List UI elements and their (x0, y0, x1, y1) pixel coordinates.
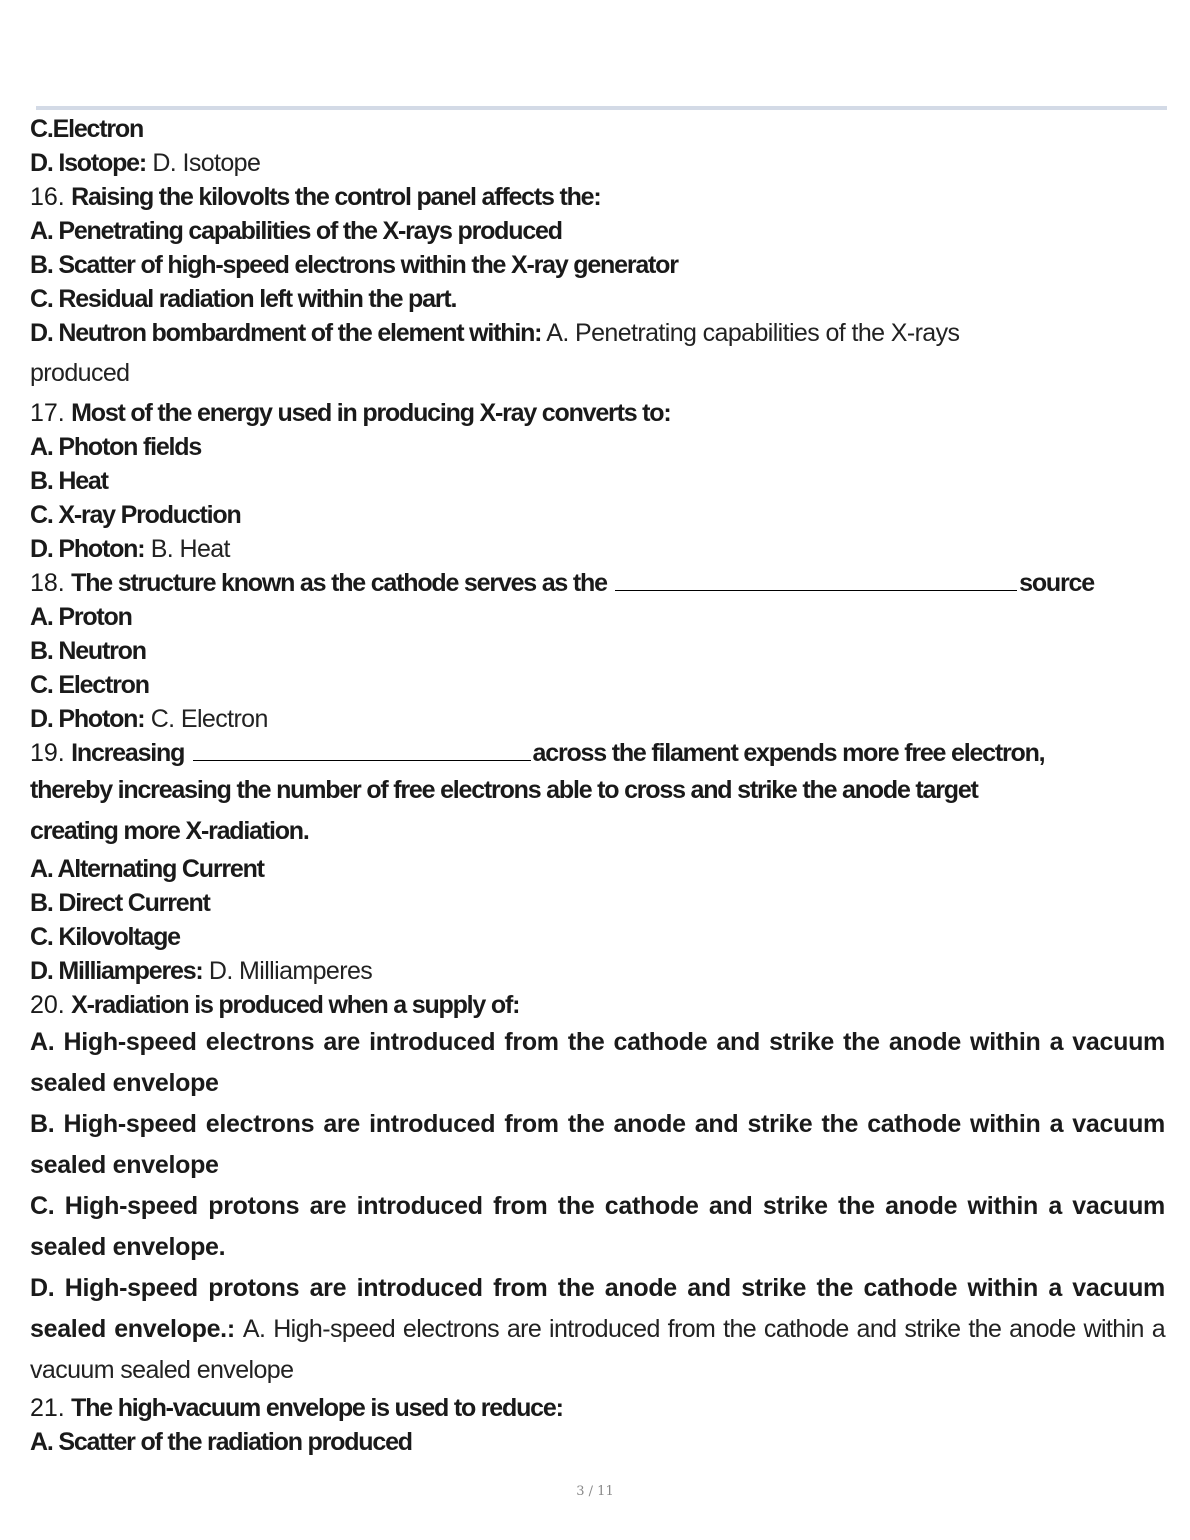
question-20-option-c: C. High-speed protons are introduced from the cathode and strike the anode within a vacuum sealed envelope. (30, 1192, 1165, 1261)
question-21-option-a: A. Scatter of the radiation produced (30, 1428, 412, 1456)
question-16-answer-cont: produced (30, 359, 130, 387)
page-number: 3 / 11 (576, 1484, 614, 1499)
document-body (30, 112, 1165, 1459)
question-20-option-a: A. High-speed electrons are introduced from the cathode and strike the anode within a vacuum sealed envelope (30, 1028, 1165, 1097)
question-19-option-c: C. Kilovoltage (30, 923, 180, 951)
question-18-stem: 18. The structure known as the cathode serves as the source (30, 569, 1094, 597)
question-18-option-b: B. Neutron (30, 637, 146, 665)
question-17-option-c: C. X-ray Production (30, 501, 241, 529)
question-16-stem: 16. Raising the kilovolts the control panel affects the: (30, 183, 601, 211)
question-18-option-c: C. Electron (30, 671, 149, 699)
question-16-option-b: B. Scatter of high-speed electrons within the X-ray generator (30, 251, 678, 279)
question-20-option-d: D. High-speed protons are introduced from the anode and strike the cathode within a vacuum sealed envelope.: A. High-speed electrons are introduced from the cathode and strike the anode within a vacuum sealed envelope (30, 1274, 1165, 1384)
question-16-option-d: D. Neutron bombardment of the element within: A. Penetrating capabilities of the X-rays (30, 319, 960, 347)
question-20-stem: 20. X-radiation is produced when a supply of: (30, 991, 520, 1019)
top-divider (36, 106, 1167, 110)
question-19-option-b: B. Direct Current (30, 889, 210, 917)
question-19-stem: 19. Increasing across the filament expends more free electron, (30, 739, 1045, 767)
question-17-option-b: B. Heat (30, 467, 108, 495)
question-16-option-c: C. Residual radiation left within the part. (30, 285, 457, 313)
fill-in-blank (193, 738, 531, 761)
question-17-option-d: D. Photon: B. Heat (30, 535, 230, 563)
question-18-option-d: D. Photon: C. Electron (30, 705, 268, 733)
fill-in-blank (615, 568, 1017, 591)
question-18-option-a: A. Proton (30, 603, 132, 631)
question-16-option-a: A. Penetrating capabilities of the X-rays produced (30, 217, 562, 245)
question-19-option-d: D. Milliamperes: D. Milliamperes (30, 957, 373, 985)
question-17-option-a: A. Photon fields (30, 433, 202, 461)
question-20-option-b: B. High-speed electrons are introduced from the anode and strike the cathode within a vacuum sealed envelope (30, 1110, 1165, 1179)
question-17-stem: 17. Most of the energy used in producing X-ray converts to: (30, 399, 671, 427)
option-line: C.Electron (30, 115, 144, 143)
option-line: D. Isotope: D. Isotope (30, 149, 261, 177)
question-21-stem: 21. The high-vacuum envelope is used to reduce: (30, 1394, 563, 1422)
question-19-stem-cont: creating more X-radiation. (30, 817, 309, 845)
question-19-stem-cont: thereby increasing the number of free electrons able to cross and strike the anode target (30, 776, 978, 804)
question-19-option-a: A. Alternating Current (30, 855, 264, 883)
